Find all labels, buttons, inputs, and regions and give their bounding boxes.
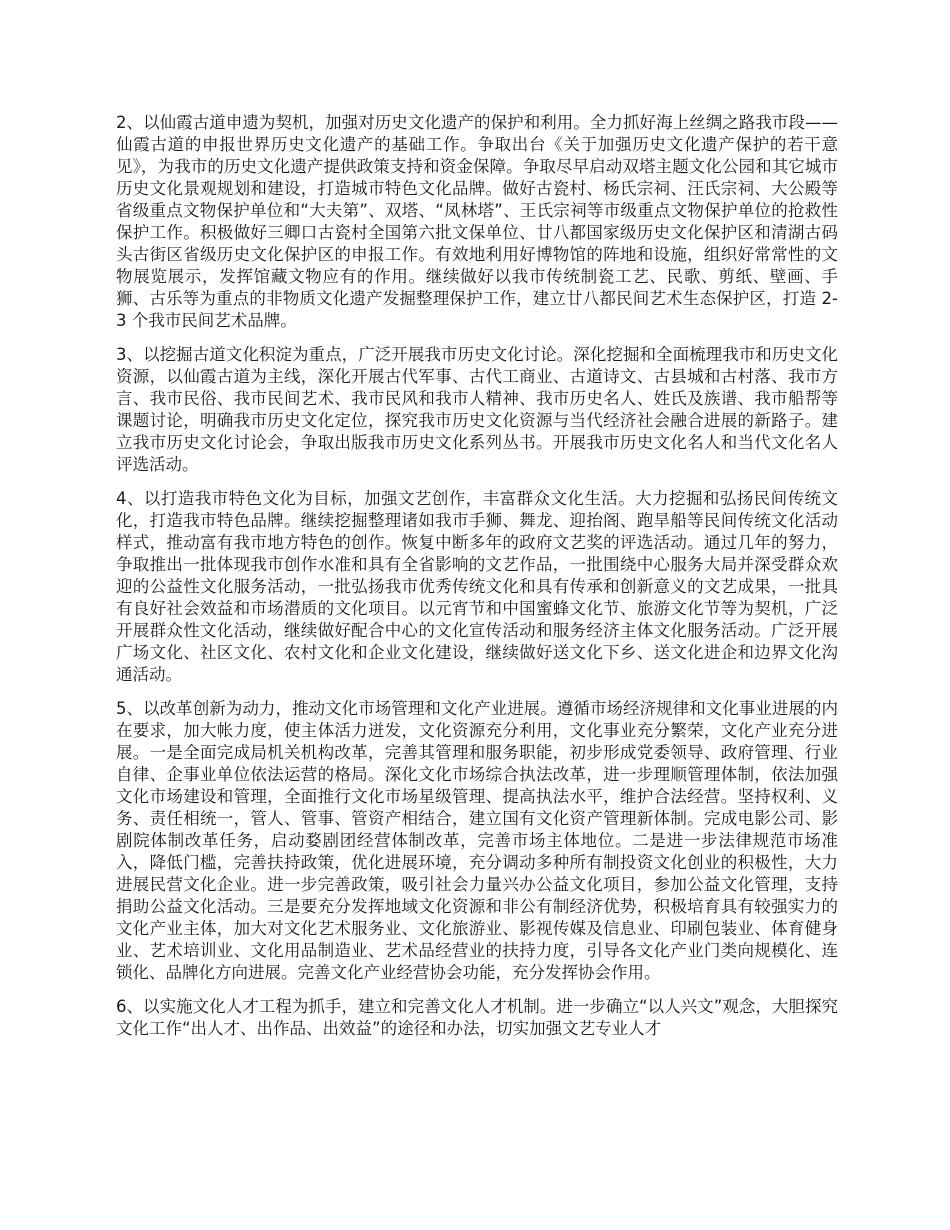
paragraph-arts-creation: 4、以打造我市特色文化为目标，加强文艺创作，丰富群众文化生活。大力挖掘和弘扬民间传统文化，打造我市特色品牌。继续挖掘整理诸如我市手狮、舞龙、迎抬阁、跑旱船等民间传统文化活动样式，推动富有我市地方特色的创作。恢复中断多年的政府文艺奖的评选活动。通过几年的努力，争取推出一批体现我市创作水准和具有全省影响的文艺作品，一批围绕中心服务大局并深受群众欢迎的公益性文化服务活动，一批弘扬我市优秀传统文化和具有传承和创新意义的文艺成果，一批具有良好社会效益和市场潜质的文化项目。以元宵节和中国蜜蜂文化节、旅游文化节等为契机，广泛开展群众性文化活动，继续做好配合中心的文化宣传活动和服务经济主体文化服务活动。广泛开展广场文化、社区文化、农村文化和企业文化建设，继续做好送文化下乡、送文化进企和边界文化沟通活动。 bbox=[116, 489, 838, 684]
document-body bbox=[116, 112, 838, 1052]
paragraph-talent-program: 6、以实施文化人才工程为抓手，建立和完善文化人才机制。进一步确立“以人兴文”观念，大胆探究文化工作“出人才、出作品、出效益”的途径和办法，切实加强文艺专业人才 bbox=[116, 997, 838, 1038]
paragraph-history-research: 3、以挖掘古道文化积淀为重点，广泛开展我市历史文化讨论。深化挖掘和全面梳理我市和历史文化资源，以仙霞古道为主线，深化开展古代军事、古代工商业、古道诗文、古县城和古村落、我市方言、我市民俗、我市民间艺术、我市民风和我市人精神、我市历史名人、姓氏及族谱、我市船帮等课题讨论，明确我市历史文化定位，探究我市历史文化资源与当代经济社会融合进展的新路子。建立我市历史文化讨论会，争取出版我市历史文化系列丛书。开展我市历史文化名人和当代文化名人评选活动。 bbox=[116, 345, 838, 474]
paragraph-market-reform: 5、以改革创新为动力，推动文化市场管理和文化产业进展。遵循市场经济规律和文化事业进展的内在要求，加大帐力度，使主体活力迸发，文化资源充分利用，文化事业充分繁荣，文化产业充分进展。一是全面完成局机关机构改革，完善其管理和服务职能，初步形成党委领导、政府管理、行业自律、企事业单位依法运营的格局。深化文化市场综合执法改革，进一步理顺管理体制，依法加强文化市场建设和管理，全面推行文化市场星级管理、提高执法水平，维护合法经营。坚持权利、义务、责任相统一，管人、管事、管资产相结合，建立国有文化资产管理新体制。完成电影公司、影剧院体制改革任务，启动婺剧团经营体制改革，完善市场主体地位。二是进一步法律规范市场准入，降低门槛，完善扶持政策，优化进展环境，充分调动多种所有制投资文化创业的积极性，大力进展民营文化企业。进一步完善政策，吸引社会力量兴办公益文化项目，参加公益文化管理，支持捐助公益文化活动。三是要充分发挥地域文化资源和非公有制经济优势，积极培育具有较强实力的文化产业主体，加大对文化艺术服务业、文化旅游业、影视传媒及信息业、印刷包装业、体育健身业、艺术培训业、文化用品制造业、艺术品经营业的扶持力度，引导各文化产业门类向规模化、连锁化、品牌化方向进展。完善文化产业经营协会功能，充分发挥协会作用。 bbox=[116, 699, 838, 982]
paragraph-heritage-protection: 2、以仙霞古道申遗为契机，加强对历史文化遗产的保护和利用。全力抓好海上丝绸之路我市段——仙霞古道的申报世界历史文化遗产的基础工作。争取出台《关于加强历史文化遗产保护的若干意见》，为我市的历史文化遗产提供政策支持和资金保障。争取尽早启动双塔主题文化公园和其它城市历史文化景观规划和建设，打造城市特色文化品牌。做好古瓷村、杨氏宗祠、汪氏宗祠、大公殿等省级重点文物保护单位和“大夫第”、双塔、“凤林塔”、王氏宗祠等市级重点文物保护单位的抢救性保护工作。积极做好三卿口古瓷村全国第六批文保单位、廿八都国家级历史文化保护区和清湖古码头古街区省级历史文化保护区的申报工作。有效地利用好博物馆的阵地和设施，组织好常常性的文物展览展示，发挥馆藏文物应有的作用。继续做好以我市传统制瓷工艺、民歌、剪纸、壁画、手狮、古乐等为重点的非物质文化遗产发掘整理保护工作，建立廿八都民间艺术生态保护区，打造 2-3 个我市民间艺术品牌。 bbox=[116, 113, 838, 330]
